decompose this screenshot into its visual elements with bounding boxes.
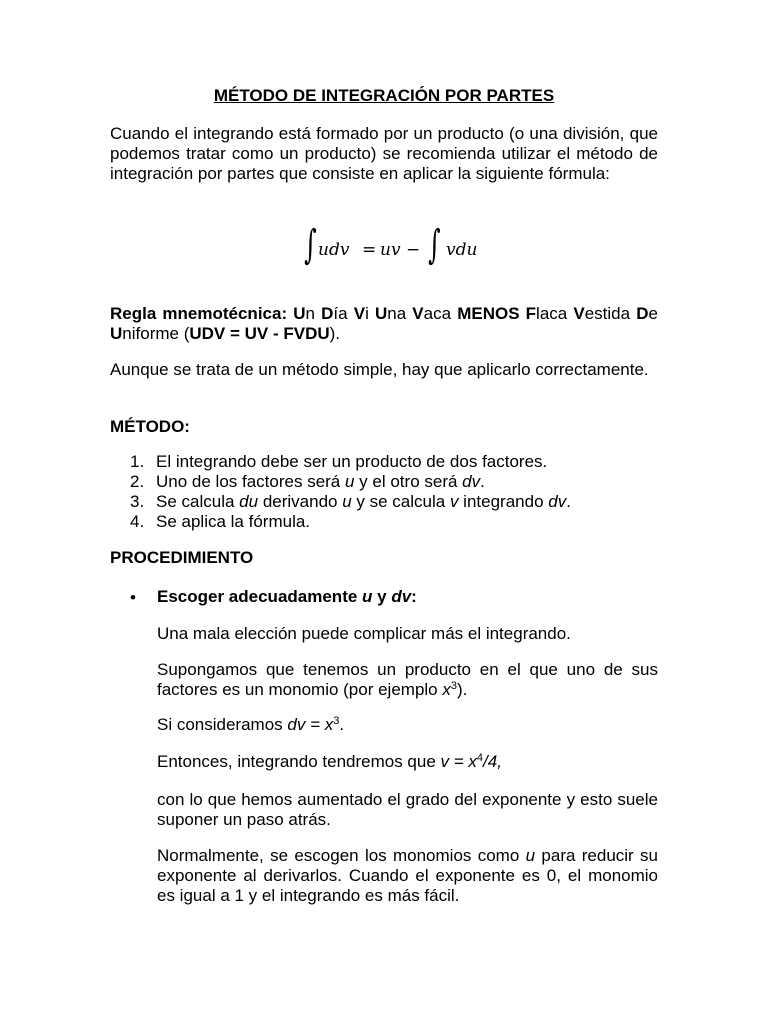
step-text: integrando	[458, 492, 549, 511]
rule-word-cap: U	[374, 304, 388, 323]
rule-word-cap: V	[353, 304, 366, 323]
step-text: y el otro será	[354, 472, 463, 491]
step-text: Se calcula	[156, 492, 240, 511]
rule-word-rest: na	[387, 304, 407, 323]
method-steps-list	[110, 452, 571, 532]
formula-uv: uv	[380, 240, 401, 260]
text: ).	[456, 680, 468, 699]
rule-word-cap: V	[412, 304, 424, 323]
rule-word-rest: i	[365, 304, 369, 323]
var-u: u	[344, 472, 355, 491]
integral-symbol: ∫	[304, 222, 317, 268]
rule-word-rest: e	[648, 304, 658, 323]
rule-word-rest: estida	[584, 304, 631, 323]
expr-dv: dv = x	[287, 715, 334, 734]
list-item	[110, 452, 571, 472]
text: .	[339, 715, 345, 734]
var-dv: dv	[391, 587, 412, 606]
rule-word-cap: U	[110, 324, 123, 343]
rule-word-rest: laca	[536, 304, 568, 323]
rule-word-cap: D	[636, 304, 649, 323]
text: Supongamos que tenemos un producto en el que uno de sus factores es un monomio (por ejemplo	[157, 660, 658, 699]
paragraph-bad-choice: Una mala elección puede complicar más el integrando.	[157, 624, 571, 643]
bullet-title-text: :	[411, 587, 417, 606]
expr-v: v = x	[440, 752, 477, 771]
rule-word-cap: MENOS	[457, 304, 520, 323]
var-v: v	[449, 492, 459, 511]
exponent: 3	[450, 680, 457, 692]
bullet-title-text: y	[372, 587, 392, 606]
rule-word-rest: niforme	[122, 324, 179, 343]
paragraph-normally	[157, 846, 658, 906]
integral-symbol: ∫	[428, 222, 441, 268]
rule-word-cap: F	[525, 304, 537, 323]
var-u: u	[525, 846, 536, 865]
formula-equals: =	[362, 240, 377, 260]
step-text: y se calcula	[351, 492, 450, 511]
paragraph-integrating	[157, 752, 658, 772]
step-text: .	[480, 472, 485, 491]
rule-word-cap: U	[293, 304, 306, 323]
formula-rhs: vdu	[446, 240, 478, 260]
exponent: 4	[476, 752, 484, 764]
text: para reducir su exponente al derivarlos. Cuando el exponente es 0, el monomio es igual a 1 y el integrando es más fácil.	[157, 846, 658, 905]
var-u: u	[342, 492, 352, 511]
rule-word-cap: V	[573, 304, 585, 323]
step-number: 3.	[130, 492, 145, 511]
step-number: 4.	[130, 512, 145, 531]
step-text: derivando	[258, 492, 343, 511]
rule-word-rest: ía	[333, 304, 348, 323]
var-dv: dv	[462, 472, 481, 491]
var-u: u	[362, 587, 373, 606]
var-x: x	[442, 680, 451, 699]
rule-word-cap: D	[321, 304, 334, 323]
exponent: 3	[333, 715, 340, 727]
step-number: 1.	[130, 452, 145, 471]
formula-lhs: udv	[318, 240, 350, 260]
remark-paragraph: Aunque se trata de un método simple, hay que aplicarlo correctamente.	[110, 360, 649, 379]
text: Entonces, integrando tendremos que	[157, 752, 441, 771]
text: Normalmente, se escogen los monomios como	[157, 846, 526, 865]
formula-minus: −	[406, 240, 421, 260]
list-item	[110, 472, 571, 492]
paragraph-consider-dv	[157, 715, 658, 735]
bullet-icon: •	[130, 588, 136, 607]
rule-acronym: UDV = UV - FVDU	[189, 324, 330, 343]
paragraph-monomial-example	[157, 660, 658, 700]
step-text: El integrando debe ser un producto de dos factores.	[156, 452, 548, 471]
step-number: 2.	[130, 472, 145, 491]
list-item	[110, 492, 571, 512]
bullet-title	[157, 587, 417, 607]
var-du: du	[239, 492, 259, 511]
rule-label: Regla mnemotécnica:	[110, 304, 288, 323]
page-title: MÉTODO DE INTEGRACIÓN POR PARTES	[213, 86, 555, 105]
var-dv: dv	[548, 492, 567, 511]
step-text: .	[566, 492, 571, 511]
expr-v-rest: /4,	[483, 752, 502, 771]
step-text: Uno de los factores será	[156, 472, 345, 491]
metodo-heading: MÉTODO:	[110, 417, 190, 436]
paragraph-degree-increase: con lo que hemos aumentado el grado del exponente y esto suele suponer un paso atrás.	[157, 790, 658, 829]
text: Si consideramos	[157, 715, 288, 734]
integration-by-parts-formula	[300, 222, 490, 276]
mnemonic-rule: Regla mnemotécnica: Un Día Vi Una Vaca MENOS Flaca Vestida De Uniforme (UDV = UV - FVDU).	[110, 304, 658, 343]
intro-paragraph: Cuando el integrando está formado por un producto (o una división, que podemos tratar como un producto) se recomienda utilizar el método de integración por partes que consiste en aplicar la siguiente fórmula:	[110, 124, 658, 183]
rule-word-rest: n	[305, 304, 315, 323]
bullet-title-text: Escoger adecuadamente	[157, 587, 363, 606]
list-item	[110, 512, 571, 532]
step-text: Se aplica la fórmula.	[156, 512, 311, 531]
procedimiento-heading: PROCEDIMIENTO	[110, 548, 254, 567]
rule-word-rest: aca	[423, 304, 452, 323]
